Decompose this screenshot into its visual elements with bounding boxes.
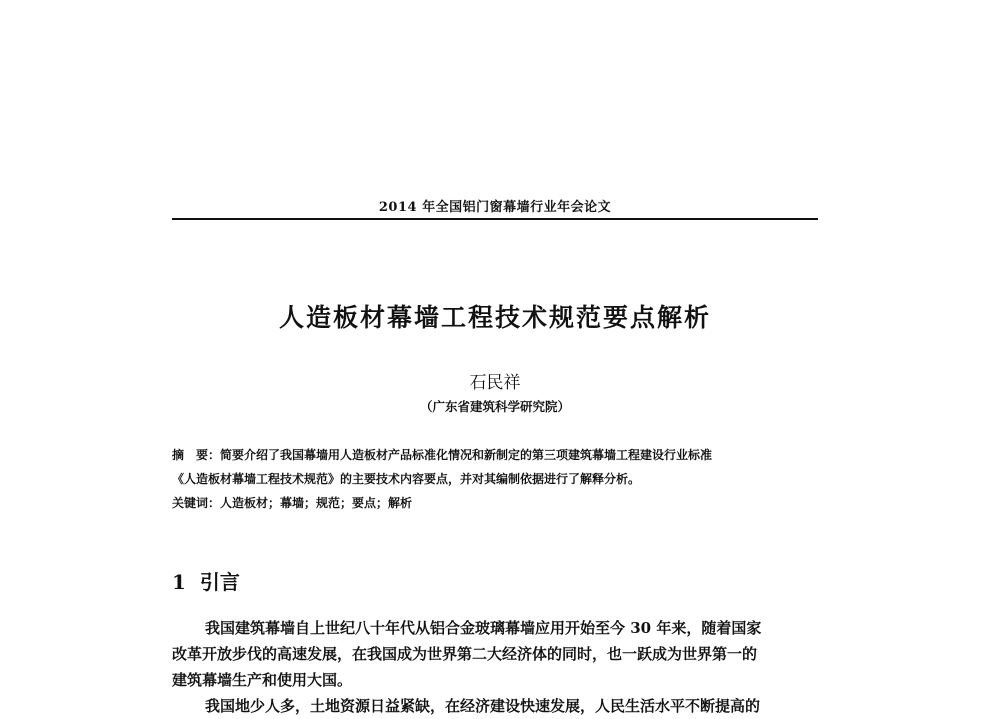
abstract-text-2: 《人造板材幕墙工程技术规范》的主要技术内容要点，并对其编制依据进行了解释分析。 [172,472,641,486]
abstract-label: 摘 要： [172,448,221,462]
abstract-line [172,443,822,467]
section-title: 引言 [199,570,240,594]
paper-title: 人造板材幕墙工程技术规范要点解析 [278,303,711,332]
keywords-text: 人造板材；幕墙；规范；要点；解析 [220,496,413,510]
author-name: 石民祥 [469,373,521,393]
header-rule [172,218,818,220]
body-line-1: 我国建筑幕墙自上世纪八十年代从铝合金玻璃幕墙应用开始至今 30 年来，随着国家 [205,619,762,637]
section-number: 1 [172,570,186,594]
body-line-4: 我国地少人多，土地资源日益紧缺，在经济建设快速发展，人民生活水平不断提高的 [205,697,761,715]
keywords-label: 关键词： [172,496,221,510]
section-heading [172,566,240,595]
keywords [172,492,822,514]
abstract-line [172,467,822,491]
running-header: 2014 年全国铝门窗幕墙行业年会论文 [378,200,612,215]
body-text [172,615,822,719]
abstract-text-1: 简要介绍了我国幕墙用人造板材产品标准化情况和新制定的第三项建筑幕墙工程建设行业标准 [220,448,713,462]
body-line-3: 建筑幕墙生产和使用大国。 [172,671,353,689]
author-affiliation: （广东省建筑科学研究院） [419,399,570,414]
abstract [172,443,822,491]
body-line-2: 改革开放步伐的高速发展，在我国成为世界第二大经济体的同时，也一跃成为世界第一的 [172,645,758,663]
